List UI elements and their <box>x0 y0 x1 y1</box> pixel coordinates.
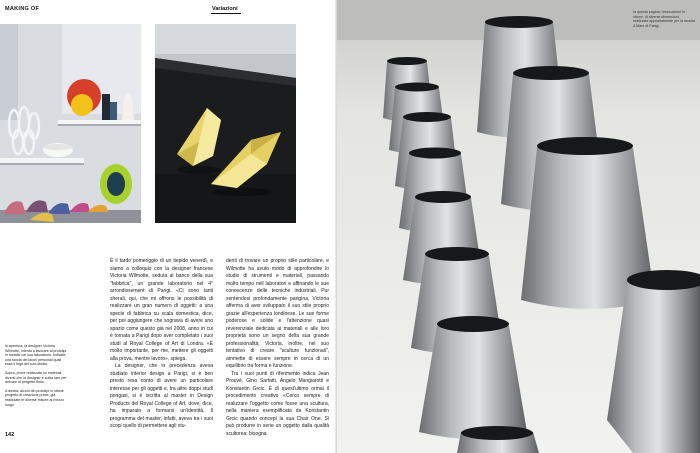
left-captions <box>5 344 67 411</box>
body-paragraph: La designer, che in precedenza aveva studiato interior design a Parigi, si è ben presto resa conto di avere un particolare interesse per gli oggetti e, tra altre doppi studi pongasi, si è iscritta al master in Design Products del Royal College of Art, dove, dice, ha imparato a formarsi un'identità. Il programma del master, infatti, aveva tra i suoi scopi quello di permettere agli stu- <box>110 363 213 429</box>
body-column-1 <box>110 258 213 431</box>
column-label: Variazioni <box>212 6 238 12</box>
right-page <box>337 0 700 453</box>
right-caption: In questa pagina, l'esecuzione in ottone, di diverse dimensioni, realizzate appositamente per la mostra A Mare di Parigi. <box>633 10 695 28</box>
yellow-leaf-objects-photo <box>155 24 296 223</box>
page-number: 142 <box>5 432 15 438</box>
left-page <box>0 0 337 453</box>
shelf-photo <box>0 24 141 223</box>
caption-opening: In apertura, la designer Victoria Wilmotte, intenta a lavorare ai prototipi in metallo nel suo laboratorio. Indicate una tavola dei lavori personali quali esse il legò dei suoi studio. <box>5 344 67 367</box>
caption-above: Sopra, prove realizzate su materiali diversi che la designer è solita fare per arrivare al progetto finito. <box>5 370 67 385</box>
steel-vessels-photo <box>337 0 700 453</box>
caption-right-ref: A destra, alcuni dei prototipi in ottone progetto di creazione prese, già realizzate le diverse misure al mezzo luogo. <box>5 388 64 407</box>
body-column-2 <box>226 258 329 438</box>
body-paragraph: È il tardo pomeriggio di un tiepido venerdì, e siamo a colloquio con la designer francese Victoria Wilmotte, seduta al banco della sua "fabbrica", un grande laboratorio nel 4° arrondissement di Parigi. «Ci sono tanti sherali, qui, che mi offrono le possibilità di realizzare un gran numero di oggetti: a una specie di fabbrica su scala domestica, dice, per poi aggiungere che sognava di avere uno spazio come questo già nel 2008, anno in cui è tornata a Parigi dopo aver completato i suoi studi al Royal College of Art di Londra. «È molto importante, per me, mettere gli oggetti alla prova, mentre lavoro», spiega. <box>110 258 213 362</box>
column-label-underline <box>211 13 241 14</box>
section-label: MAKING OF <box>5 6 40 12</box>
body-paragraph: Tra i suoi punti di riferimento indica Jean Prouvé, Gino Sarfatti, Angelo Mangiarotti e Konstantin Grcic. È di quest'ultimo ormai il procedimento creativo «Cerco sempre di realizzare l'oggetto come fosse una scultura, nella maniera esemplificata da Konstantin Grcic quando concepì la sua Chair One. Si può produrre in serie un oggetto dalla qualità scultorea: bisogna <box>226 370 329 437</box>
body-paragraph: denti di trovare un proprio stile particolare, e Wilmotte ha avuto modo di approfondire lo studio di strumenti e materiali, passando molto tempo nell laboratori e affinando le sue conoscenze delle tecniche industriali. Pur sentendosi profondamente parigina, Victoria afferma di aver sviluppato il suo stile proprio grazie all'esperienza londinese. Le sue forme poderose e solide e l'attenzione quasi reverenziale dedicata ai materiali e alle loro proprietà sono un segno della sua grande professionalità; Victoria, inoltre, nel suo tentativo di creare "sculture funzionali", ammette di essere sempre in cerca di un equilibrio tra forma e funzione. <box>226 258 329 369</box>
